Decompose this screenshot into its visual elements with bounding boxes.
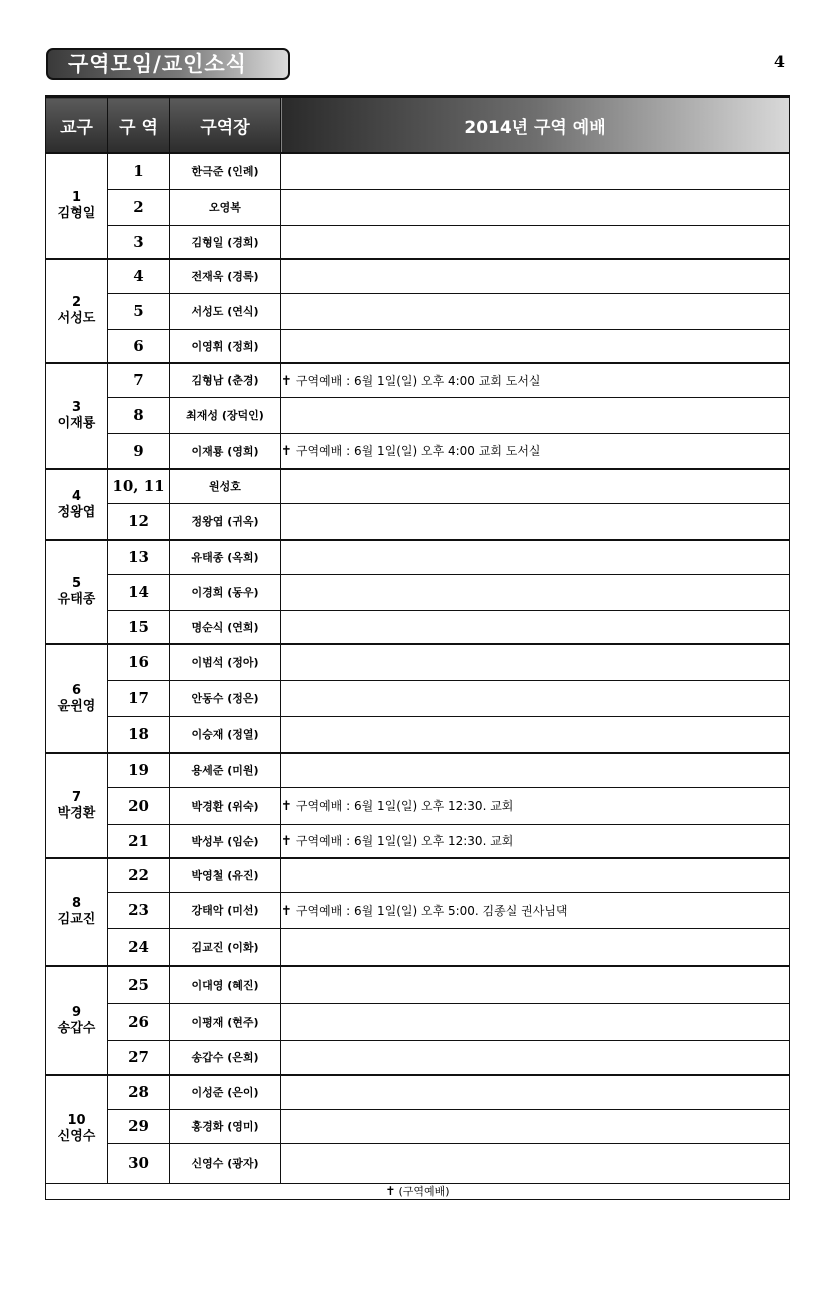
worship-note [281, 1075, 790, 1109]
table-row [46, 753, 790, 787]
section-leader: 한극준 (인례) [170, 153, 281, 189]
table-row [46, 824, 790, 858]
section-number: 30 [108, 1143, 170, 1183]
worship-note [281, 540, 790, 574]
section-leader: 박영철 (유진) [170, 858, 281, 892]
worship-note [281, 928, 790, 966]
section-leader: 서성도 (연식) [170, 293, 281, 329]
section-number: 19 [108, 753, 170, 787]
section-number: 27 [108, 1040, 170, 1075]
section-number: 23 [108, 892, 170, 928]
section-leader: 홍경화 (영미) [170, 1109, 281, 1143]
worship-note [281, 189, 790, 225]
section-leader: 최재성 (장덕인) [170, 397, 281, 433]
district-cell [46, 1075, 108, 1183]
section-leader: 이재룡 (영희) [170, 433, 281, 469]
district-cell [46, 858, 108, 966]
section-number: 18 [108, 716, 170, 753]
worship-note [281, 892, 790, 928]
worship-note-text: 구역예배 : 6월 1일(일) 오후 4:00 교회 도서실 [295, 373, 541, 388]
worship-note [281, 1109, 790, 1143]
worship-note [281, 858, 790, 892]
district-number: 7 [71, 789, 82, 805]
worship-note-text: 구역예배 : 6월 1일(일) 오후 5:00. 김종실 권사님댁 [295, 903, 568, 918]
cross-icon: ✝ [281, 834, 292, 850]
cross-icon: ✝ [281, 903, 292, 919]
section-leader: 김형남 (춘경) [170, 363, 281, 397]
section-number: 14 [108, 574, 170, 610]
section-leader: 이평재 (현주) [170, 1003, 281, 1040]
table-row [46, 153, 790, 189]
section-leader: 이영휘 (정희) [170, 329, 281, 363]
table-row [46, 433, 790, 469]
worship-note [281, 259, 790, 293]
district-name: 서성도 [57, 311, 96, 326]
district-number: 6 [71, 682, 82, 698]
worship-note [281, 1143, 790, 1183]
section-number: 22 [108, 858, 170, 892]
worship-note [281, 966, 790, 1003]
table-row [46, 716, 790, 753]
district-number: 10 [67, 1113, 86, 1129]
district-number: 2 [71, 295, 82, 310]
section-number: 20 [108, 787, 170, 824]
district-cell [46, 153, 108, 259]
section-number: 13 [108, 540, 170, 574]
table-row [46, 540, 790, 574]
section-leader: 김교진 (이화) [170, 928, 281, 966]
district-number: 3 [71, 400, 82, 415]
district-name: 김교진 [57, 912, 96, 927]
worship-note [281, 469, 790, 503]
col-header-leader: 구역장 [170, 97, 281, 154]
table-row [46, 574, 790, 610]
table-footer [46, 1183, 790, 1199]
table-row [46, 680, 790, 716]
worship-note [281, 716, 790, 753]
worship-note [281, 574, 790, 610]
section-leader: 박성부 (임순) [170, 824, 281, 858]
section-leader: 신영수 (광자) [170, 1143, 281, 1183]
section-leader: 안동수 (정은) [170, 680, 281, 716]
district-cell [46, 644, 108, 753]
table-row [46, 966, 790, 1003]
section-leader: 강태악 (미선) [170, 892, 281, 928]
table-row [46, 503, 790, 540]
col-header-worship: 2014년 구역 예배 [281, 97, 790, 154]
section-leader: 이승재 (정열) [170, 716, 281, 753]
worship-note [281, 503, 790, 540]
worship-note [281, 1040, 790, 1075]
section-number: 2 [108, 189, 170, 225]
district-name: 유태종 [57, 592, 96, 607]
section-number: 26 [108, 1003, 170, 1040]
worship-note [281, 610, 790, 644]
section-leader: 전재욱 (경록) [170, 259, 281, 293]
section-title: 구역모임/교인소식 [46, 48, 290, 80]
section-number: 8 [108, 397, 170, 433]
district-name: 박경환 [57, 805, 96, 821]
worship-note [281, 329, 790, 363]
section-number: 9 [108, 433, 170, 469]
district-name: 이재룡 [57, 416, 96, 431]
section-leader: 유태종 (옥희) [170, 540, 281, 574]
col-header-section: 구 역 [108, 97, 170, 154]
page-number: 4 [773, 52, 785, 71]
table-row [46, 1040, 790, 1075]
worship-note [281, 363, 790, 397]
section-number: 5 [108, 293, 170, 329]
section-leader: 오영복 [170, 189, 281, 225]
section-leader: 이대영 (혜진) [170, 966, 281, 1003]
table-row [46, 1003, 790, 1040]
district-number: 8 [71, 896, 82, 911]
section-number: 24 [108, 928, 170, 966]
cross-icon: ✝ [281, 799, 292, 814]
table-row [46, 469, 790, 503]
worship-note [281, 225, 790, 259]
district-number: 1 [71, 190, 82, 205]
worship-note [281, 644, 790, 680]
section-number: 28 [108, 1075, 170, 1109]
table-row [46, 858, 790, 892]
table-body [46, 153, 790, 1183]
table-row [46, 787, 790, 824]
section-number: 16 [108, 644, 170, 680]
table-row [46, 928, 790, 966]
table-row [46, 1143, 790, 1183]
section-number: 4 [108, 259, 170, 293]
worship-note-text: 구역예배 : 6월 1일(일) 오후 12:30. 교회 [295, 799, 514, 813]
section-number: 7 [108, 363, 170, 397]
section-number: 10, 11 [108, 469, 170, 503]
worship-note [281, 153, 790, 189]
district-cell [46, 753, 108, 858]
section-number: 1 [108, 153, 170, 189]
section-leader: 원성호 [170, 469, 281, 503]
district-cell [46, 540, 108, 644]
district-number: 9 [71, 1004, 82, 1020]
section-number: 6 [108, 329, 170, 363]
section-leader: 명순식 (연희) [170, 610, 281, 644]
worship-note [281, 787, 790, 824]
section-number: 17 [108, 680, 170, 716]
worship-note [281, 433, 790, 469]
district-name: 신영수 [57, 1129, 96, 1145]
section-number: 15 [108, 610, 170, 644]
worship-note-text: 구역예배 : 6월 1일(일) 오후 4:00 교회 도서실 [295, 444, 541, 459]
table-row [46, 225, 790, 259]
district-cell [46, 363, 108, 469]
table-row [46, 892, 790, 928]
section-number: 21 [108, 824, 170, 858]
section-leader: 김형일 (경희) [170, 225, 281, 259]
cross-icon: ✝ [385, 1183, 396, 1198]
table-row [46, 293, 790, 329]
district-cell [46, 469, 108, 540]
district-name: 정왕엽 [57, 504, 96, 520]
section-number: 3 [108, 225, 170, 259]
table-row [46, 1109, 790, 1143]
section-number: 29 [108, 1109, 170, 1143]
district-cell [46, 259, 108, 363]
worship-note [281, 753, 790, 787]
section-number: 25 [108, 966, 170, 1003]
section-leader: 박경환 (위숙) [170, 787, 281, 824]
table-row [46, 397, 790, 433]
table-row [46, 189, 790, 225]
section-leader: 정왕엽 (귀옥) [170, 503, 281, 540]
table-row [46, 610, 790, 644]
section-number: 12 [108, 503, 170, 540]
district-table [45, 95, 790, 1200]
worship-note [281, 680, 790, 716]
section-leader: 용세준 (미원) [170, 753, 281, 787]
cross-icon: ✝ [281, 373, 292, 389]
section-leader: 이경희 (동우) [170, 574, 281, 610]
section-leader: 송갑수 (은희) [170, 1040, 281, 1075]
worship-note [281, 824, 790, 858]
worship-note [281, 1003, 790, 1040]
table-row [46, 259, 790, 293]
district-cell [46, 966, 108, 1075]
worship-note [281, 293, 790, 329]
district-name: 윤윈영 [57, 698, 96, 714]
col-header-district: 교구 [46, 97, 108, 154]
worship-note [281, 397, 790, 433]
section-leader: 이범석 (정아) [170, 644, 281, 680]
table-row [46, 363, 790, 397]
section-leader: 이성준 (은이) [170, 1075, 281, 1109]
table-row [46, 644, 790, 680]
footer-label: (구역예배) [398, 1184, 450, 1198]
district-name: 송갑수 [57, 1020, 96, 1036]
worship-note-text: 구역예배 : 6월 1일(일) 오후 12:30. 교회 [295, 834, 514, 849]
district-number: 4 [71, 488, 82, 504]
district-name: 김형일 [57, 206, 96, 221]
table-row [46, 1075, 790, 1109]
district-number: 5 [71, 576, 82, 591]
cross-icon: ✝ [281, 444, 292, 460]
table-row [46, 329, 790, 363]
